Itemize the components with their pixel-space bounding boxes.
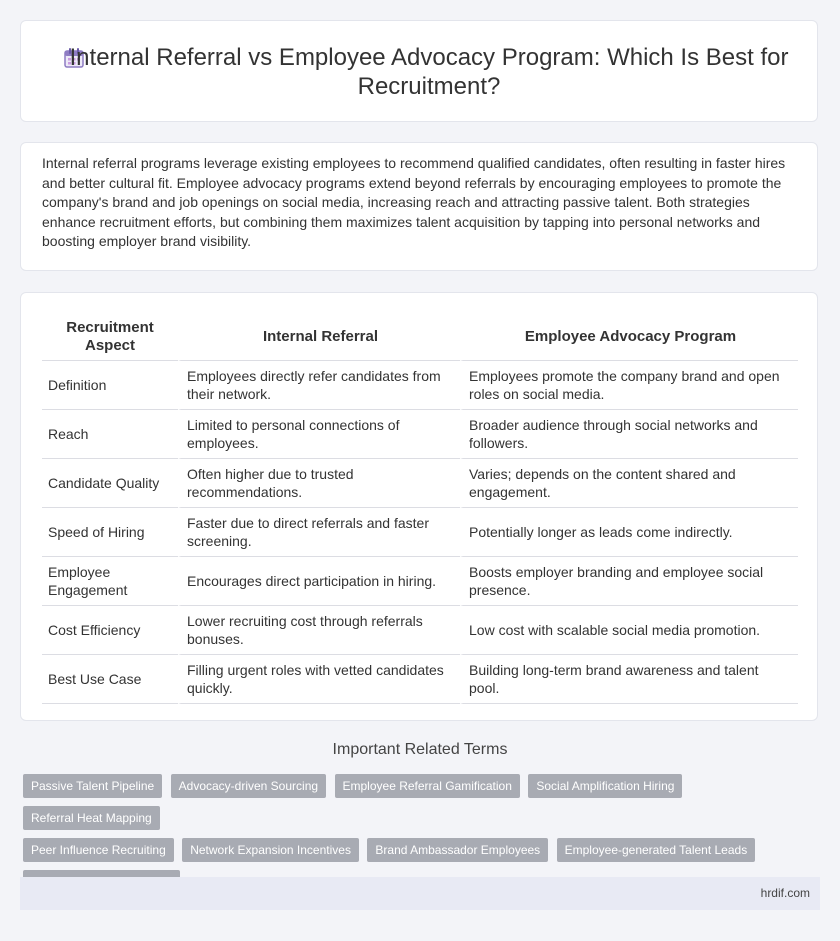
term-tag[interactable]: Passive Talent Pipeline	[23, 774, 162, 798]
row-internal-referral: Faster due to direct referrals and faster screening.	[178, 508, 460, 557]
comparison-table	[42, 314, 798, 704]
related-terms-heading: Important Related Terms	[332, 741, 508, 758]
row-aspect: Reach	[42, 410, 178, 459]
row-employee-advocacy: Low cost with scalable social media promotion.	[460, 606, 798, 655]
column-header-employee-advocacy: Employee Advocacy Program	[460, 314, 798, 361]
row-internal-referral: Often higher due to trusted recommendations.	[178, 459, 460, 508]
row-aspect: Best Use Case	[42, 655, 178, 704]
term-tag[interactable]: Brand Ambassador Employees	[367, 838, 548, 862]
row-employee-advocacy: Varies; depends on the content shared and engagement.	[460, 459, 798, 508]
page-title: Internal Referral vs Employee Advocacy Program: Which Is Best for Recruitment?	[69, 44, 789, 100]
row-internal-referral: Encourages direct participation in hiring.	[178, 557, 460, 606]
table-row	[42, 410, 798, 459]
row-employee-advocacy: Building long-term brand awareness and talent pool.	[460, 655, 798, 704]
row-employee-advocacy: Potentially longer as leads come indirectly.	[460, 508, 798, 557]
row-internal-referral: Employees directly refer candidates from their network.	[178, 361, 460, 410]
column-header-internal-referral: Internal Referral	[178, 314, 460, 361]
row-employee-advocacy: Broader audience through social networks and followers.	[460, 410, 798, 459]
table-row	[42, 459, 798, 508]
footer	[20, 877, 820, 910]
table-row	[42, 606, 798, 655]
row-aspect: Definition	[42, 361, 178, 410]
row-employee-advocacy: Employees promote the company brand and open roles on social media.	[460, 361, 798, 410]
row-employee-advocacy: Boosts employer branding and employee social presence.	[460, 557, 798, 606]
table-row	[42, 655, 798, 704]
term-tag[interactable]: Employee-generated Talent Leads	[557, 838, 756, 862]
table-header-row	[42, 314, 798, 361]
row-aspect: Speed of Hiring	[42, 508, 178, 557]
comparison-table-card	[20, 292, 818, 721]
intro-paragraph: Internal referral programs leverage existing employees to recommend qualified candidates, often resulting in faster hires and better cultural fit. Employee advocacy programs extend beyond referrals by encouraging employees to promote the company's brand and job openings on social media, increasing reach and attracting passive talent. Both strategies enhance recruitment efforts, but combining them maximizes talent acquisition by tapping into personal networks and boosting employer brand visibility.	[42, 155, 786, 249]
intro-card	[20, 142, 818, 271]
term-tag[interactable]: Advocacy-driven Sourcing	[171, 774, 326, 798]
term-tag[interactable]: Peer Influence Recruiting	[23, 838, 174, 862]
term-tag[interactable]: Social Amplification Hiring	[528, 774, 682, 798]
row-internal-referral: Filling urgent roles with vetted candidates quickly.	[178, 655, 460, 704]
table-row	[42, 508, 798, 557]
column-header-aspect: Recruitment Aspect	[42, 314, 178, 361]
term-tag[interactable]: Referral Heat Mapping	[23, 806, 160, 830]
row-internal-referral: Lower recruiting cost through referrals bonuses.	[178, 606, 460, 655]
table-row	[42, 557, 798, 606]
table-row	[42, 361, 798, 410]
footer-site-link[interactable]: hrdif.com	[760, 886, 810, 900]
row-aspect: Employee Engagement	[42, 557, 178, 606]
term-tag[interactable]: Network Expansion Incentives	[182, 838, 359, 862]
term-tag[interactable]: Employee Referral Gamification	[335, 774, 520, 798]
row-aspect: Candidate Quality	[42, 459, 178, 508]
row-internal-referral: Limited to personal connections of employees.	[178, 410, 460, 459]
title-card	[20, 20, 818, 122]
row-aspect: Cost Efficiency	[42, 606, 178, 655]
